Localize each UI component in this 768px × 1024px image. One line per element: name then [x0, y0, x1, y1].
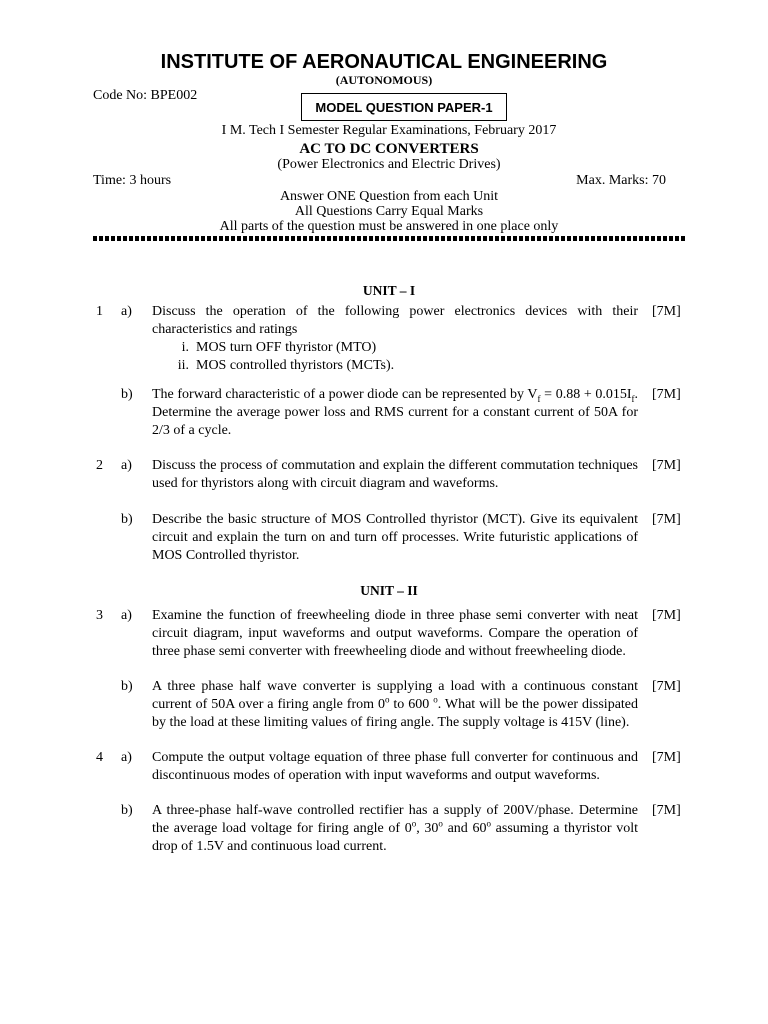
list-numeral: ii.	[177, 358, 189, 373]
list-item-text: MOS controlled thyristors (MCTs).	[196, 358, 395, 373]
list-item-text: MOS turn OFF thyristor (MTO)	[196, 340, 377, 355]
text-segment: . What will be the power dissipated by the load at these limiting values of firing angle. The supply voltage is 415V (line).	[152, 697, 639, 730]
question-text	[152, 303, 638, 375]
part-label: b)	[121, 679, 133, 694]
text-segment: and 60	[442, 821, 487, 836]
question-number: 3	[96, 608, 103, 623]
list-numeral: i.	[181, 340, 189, 355]
marks-label: [7M]	[652, 304, 681, 319]
part-label: b)	[121, 803, 133, 818]
text-segment: The forward characteristic of a power diode can be represented by V	[152, 387, 538, 402]
instruction-1: Answer ONE Question from each Unit	[279, 189, 499, 204]
question-body: Discuss the operation of the following power electronics devices with their characteristics and ratings	[152, 304, 638, 337]
list-item	[152, 357, 638, 375]
institute-name: INSTITUTE OF AERONAUTICAL ENGINEERING	[160, 51, 608, 73]
text-segment: , 30	[416, 821, 439, 836]
part-label: b)	[121, 387, 133, 402]
superscript: o	[411, 818, 417, 829]
branch-name: (Power Electronics and Electric Drives)	[277, 157, 501, 172]
marks-label: [7M]	[652, 458, 681, 473]
autonomous-label: (AUTONOMOUS)	[335, 73, 433, 87]
part-label: b)	[121, 512, 133, 527]
model-paper-label: MODEL QUESTION PAPER-1	[315, 99, 493, 115]
list-item	[152, 339, 638, 357]
instruction-3: All parts of the question must be answered in one place only	[219, 219, 559, 234]
instruction-2: All Questions Carry Equal Marks	[294, 204, 484, 219]
part-label: a)	[121, 608, 132, 623]
question-text	[152, 802, 638, 856]
time-allowed: Time: 3 hours	[93, 173, 172, 188]
dotted-divider	[93, 236, 685, 241]
question-text: Discuss the process of commutation and explain the different commutation techniques used for thyristors along with circuit diagram and waveforms.	[152, 458, 638, 491]
text-segment: = 0.88 + 0.015I	[540, 387, 632, 402]
superscript: o	[433, 694, 438, 705]
part-label: a)	[121, 304, 132, 319]
superscript: o	[486, 818, 491, 829]
question-number: 4	[96, 750, 103, 765]
text-segment: A three-phase half-wave controlled rectifier has a supply of 200V/phase. Determine the average load voltage for firing angle of 0	[152, 803, 638, 836]
superscript: o	[384, 694, 390, 705]
superscript: o	[438, 818, 443, 829]
subject-title: AC TO DC CONVERTERS	[299, 141, 479, 157]
marks-label: [7M]	[652, 750, 681, 765]
subscript: f	[631, 393, 635, 404]
sub-item-list	[152, 339, 638, 375]
marks-label: [7M]	[652, 512, 681, 527]
code-number: Code No: BPE002	[93, 88, 198, 103]
question-text	[152, 386, 638, 440]
text-segment: A three phase half wave converter is supplying a load with a continuous constant current of 50A over a firing angle from 0	[152, 679, 638, 712]
part-label: a)	[121, 458, 132, 473]
marks-label: [7M]	[652, 387, 681, 402]
unit-2-title: UNIT – II	[360, 583, 418, 598]
question-number: 2	[96, 458, 103, 473]
marks-label: [7M]	[652, 608, 681, 623]
model-paper-box	[301, 93, 507, 121]
part-label: a)	[121, 750, 132, 765]
max-marks: Max. Marks: 70	[576, 173, 666, 188]
question-number: 1	[96, 304, 103, 319]
question-text: Examine the function of freewheeling diode in three phase semi converter with neat circuit diagram, input waveforms and output waveforms. Compare the operation of three phase semi converter with freewheeling diode and without freewheeling diode.	[152, 608, 638, 659]
text-segment: to 600	[389, 697, 434, 712]
unit-1-title: UNIT – I	[362, 283, 416, 298]
text-segment: assuming a thyristor volt drop of 1.5V and continuous load current.	[152, 821, 639, 854]
exam-title: I M. Tech I Semester Regular Examinations, February 2017	[221, 123, 557, 138]
marks-label: [7M]	[652, 803, 681, 818]
question-text: Compute the output voltage equation of three phase full converter for continuous and discontinuous modes of operation with input waveforms and output waveforms.	[152, 750, 638, 783]
subscript: f	[537, 393, 541, 404]
question-text	[152, 678, 638, 732]
question-text: Describe the basic structure of MOS Controlled thyristor (MCT). Give its equivalent circuit and explain the turn on and turn off processes. Write futuristic applications of MOS Controlled thyristor.	[152, 512, 638, 563]
marks-label: [7M]	[652, 679, 681, 694]
text-segment: . Determine the average power loss and RMS current for a constant current of 50A for 2/3 of a cycle.	[152, 387, 638, 438]
